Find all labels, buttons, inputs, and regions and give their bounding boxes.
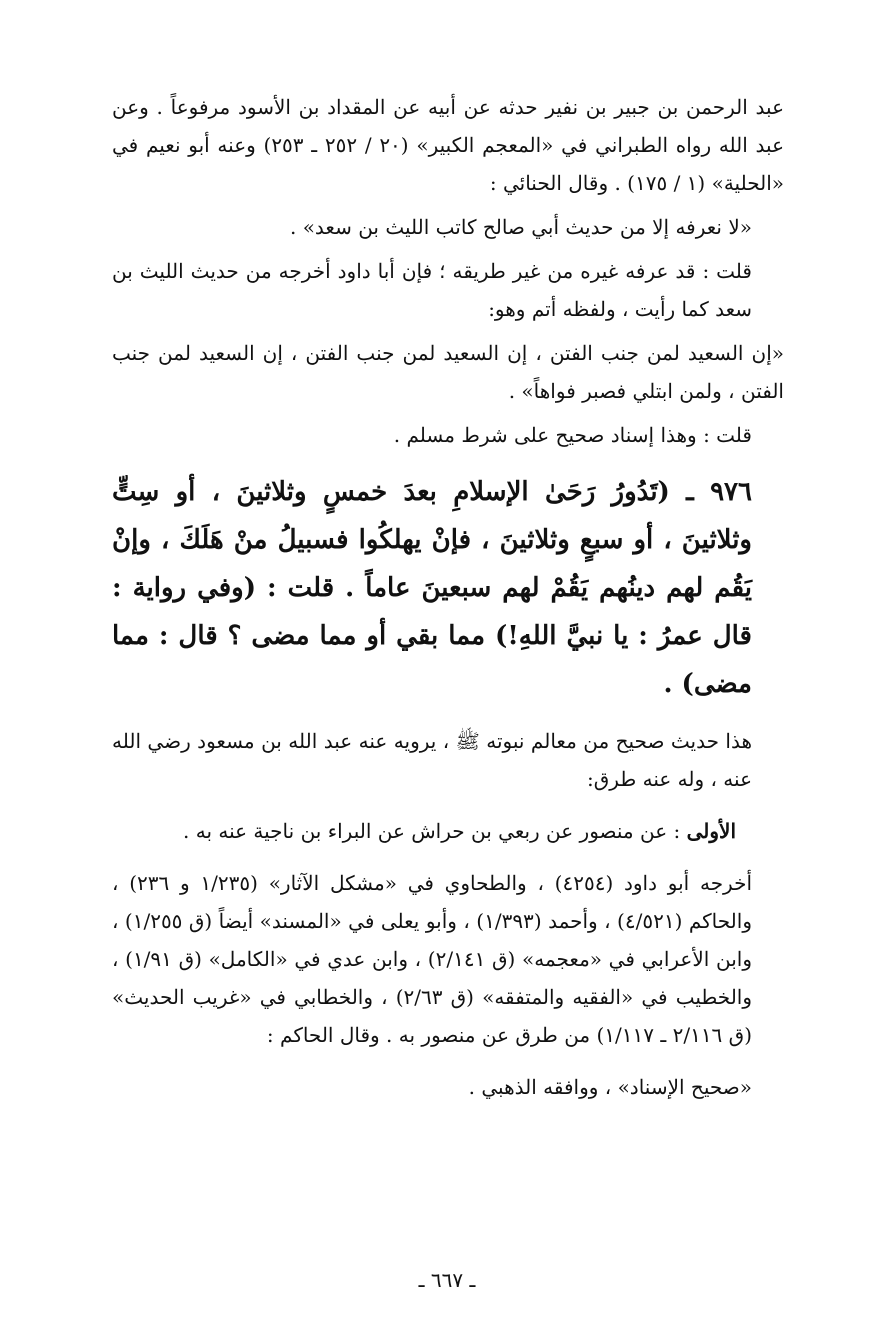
paragraph-isnad-intro: عبد الرحمن بن جبير بن نفير حدثه عن أبيه عن المقداد بن الأسود مرفوعاً . وعن عبد الله رواه الطبراني في «المعجم الكبير» (٢٠ / ٢٥٢ ـ ٢٥٣) وعنه أبو نعيم في «الحلية» (١ / ١٧٥) . وقال الحنائي : [112,95,785,195]
page-number: ـ ٦٦٧ ـ [418,1268,476,1292]
paragraph-commentary: هذا حديث صحيح من معالم نبوته ﷺ ، يرويه عنه عبد الله بن مسعود رضي الله عنه ، وله عنه طرق: [112,729,752,791]
paragraph-qultu-2: قلت : وهذا إسناد صحيح على شرط مسلم . [393,423,752,447]
text-column [112,88,784,1106]
first-route-text: : عن منصور عن ربعي بن حراش عن البراء بن ناجية عنه به . [183,819,687,843]
quote-hadith-text: «إن السعيد لمن جنب الفتن ، إن السعيد لمن جنب الفتن ، إن السعيد لمن جنب الفتن ، ولمن ابتلي فصبر فواهاً» . [112,341,784,403]
paragraph-first-route [112,812,784,850]
quote-hakim: «صحيح الإسناد» ، ووافقه الذهبي . [468,1075,752,1099]
first-route-label: الأولى [686,819,736,843]
quote-hanai: «لا نعرفه إلا من حديث أبي صالح كاتب الليث بن سعد» . [289,215,752,239]
paragraph-takhrij: أخرجه أبو داود (٤٢٥٤) ، والطحاوي في «مشكل الآثار» (١/٢٣٥ و ٢٣٦) ، والحاكم (٤/٥٢١) ، وأحمد (١/٣٩٣) ، وأبو يعلى في «المسند» أيضاً (ق ١/٢٥٥) ، وابن الأعرابي في «معجمه» (ق ٢/١٤١) ، وابن عدي في «الكامل» (ق ١/٩١) ، والخطيب في «الفقيه والمتفقه» (ق ٢/٦٣) ، والخطابي في «غريب الحديث» (ق ٢/١١٦ ـ ١/١١٧) من طرق عن منصور به . وقال الحاكم : [112,871,753,1047]
paragraph-qultu-1: قلت : قد عرفه غيره من غير طريقه ؛ فإن أبا داود أخرجه من حديث الليث بن سعد كما رأيت ، ولفظه أتم وهو: [112,259,752,321]
hadith-976: ٩٧٦ ـ (تَدُورُ رَحَىٰ الإسلامِ بعدَ خمسٍ وثلاثينَ ، أو سِتٍّ وثلاثينَ ، أو سبعٍ وثلاثينَ ، فإنْ يهلكُوا فسبيلُ منْ هَلَكَ ، وإنْ يَقُم لهم دينُهم يَقُمْ لهم سبعينَ عاماً . قلت : (وفي رواية : قال عمرُ : يا نبيَّ اللهِ!) مما بقي أو مما مضى ؟ قال : مما مضى) . [112,477,752,699]
